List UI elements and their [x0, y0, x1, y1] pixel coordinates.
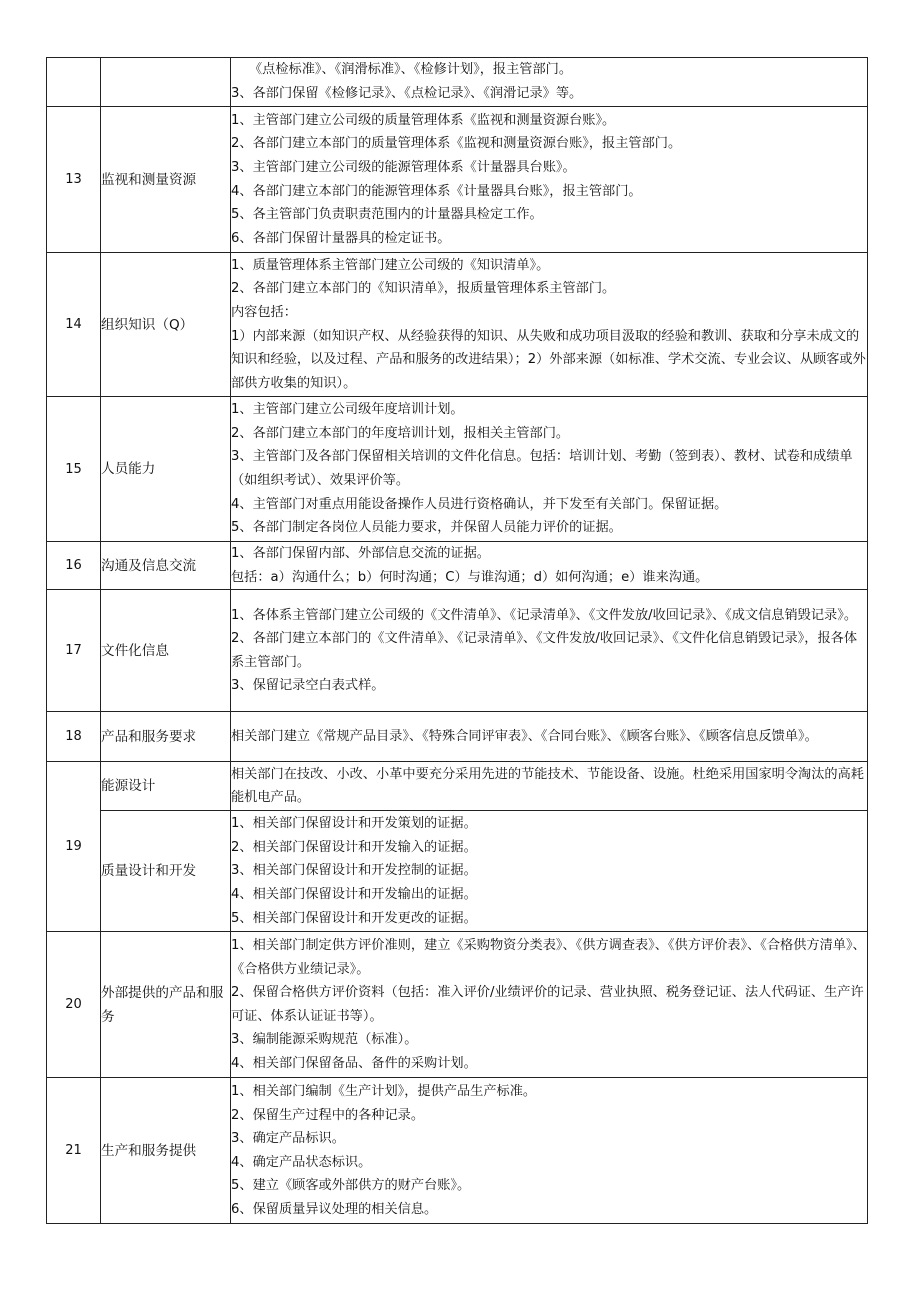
row-item: 产品和服务要求: [101, 712, 231, 762]
row-requirements: [231, 811, 868, 932]
requirement-line: 6、各部门保留计量器具的检定证书。: [231, 230, 451, 246]
requirement-line: 1、各部门保留内部、外部信息交流的证据。: [231, 546, 490, 561]
table-row: [47, 397, 868, 542]
requirement-line: 4、相关部门保留备品、备件的采购计划。: [231, 1055, 477, 1071]
row-number: 19: [47, 762, 101, 932]
row-item: 组织知识（Q）: [101, 253, 231, 397]
row-requirements: [231, 58, 868, 107]
requirement-line: 3、各部门保留《检修记录》、《点检记录》、《润滑记录》等。: [231, 86, 583, 101]
requirement-line: 4、确定产品状态标识。: [231, 1154, 372, 1170]
row-item: 能源设计: [101, 762, 231, 811]
requirement-line: 1）内部来源（如知识产权、从经验获得的知识、从失败和成功项目汲取的经验和教训、获取和分享未成文的知识和经验，以及过程、产品和服务的改进结果）；2）外部来源（如标准、学术交流、专业会议、从顾客或外部供方收集的知识）。: [231, 328, 866, 391]
requirement-line: 相关部门建立《常规产品目录》、《特殊合同评审表》、《合同台账》、《顾客台账》、《顾客信息反馈单》。: [231, 728, 818, 744]
requirement-line: 5、各部门制定各岗位人员能力要求，并保留人员能力评价的证据。: [231, 520, 622, 536]
requirement-line: 2、各部门建立本部门的质量管理体系《监视和测量资源台账》，报主管部门。: [231, 136, 682, 152]
row-number: [47, 58, 101, 107]
row-requirements: [231, 590, 868, 712]
requirement-line: 1、主管部门建立公司级年度培训计划。: [231, 402, 464, 418]
table-row: [47, 542, 868, 590]
requirement-line: 5、相关部门保留设计和开发更改的证据。: [231, 910, 477, 926]
requirement-line: 包括：a）沟通什么；b）何时沟通；C）与谁沟通；d）如何沟通；e）谁来沟通。: [231, 569, 709, 585]
row-item: 沟通及信息交流: [101, 542, 231, 590]
requirement-line: 内容包括：: [231, 304, 297, 320]
row-number: 20: [47, 932, 101, 1078]
row-number: 18: [47, 712, 101, 762]
requirement-line: 5、各主管部门负责职责范围内的计量器具检定工作。: [231, 207, 543, 223]
row-item: 监视和测量资源: [101, 107, 231, 253]
requirement-line: 3、主管部门建立公司级的能源管理体系《计量器具台账》。: [231, 159, 576, 175]
row-requirements: [231, 397, 868, 542]
requirement-line: 4、各部门建立本部门的能源管理体系《计量器具台账》，报主管部门。: [231, 183, 642, 199]
table-row: [47, 58, 868, 107]
row-item: 生产和服务提供: [101, 1078, 231, 1224]
row-requirements: [231, 932, 868, 1078]
requirement-line: 相关部门在技改、小改、小革中要充分采用先进的节能技术、节能设备、设施。杜绝采用国家明令淘汰的高耗能机电产品。: [231, 766, 864, 806]
row-number: 13: [47, 107, 101, 253]
row-number: 15: [47, 397, 101, 542]
row-requirements: [231, 762, 868, 811]
requirement-line: 4、主管部门对重点用能设备操作人员进行资格确认，并下发至有关部门。保留证据。: [231, 496, 728, 512]
table-row: [47, 712, 868, 762]
requirement-line: 3、确定产品标识。: [231, 1131, 345, 1147]
requirement-line: 1、各体系主管部门建立公司级的《文件清单》、《记录清单》、《文件发放/收回记录》、《成文信息销毁记录》。: [231, 607, 858, 623]
row-number: 14: [47, 253, 101, 397]
row-number: 17: [47, 590, 101, 712]
requirement-line: 2、各部门建立本部门的年度培训计划，报相关主管部门。: [231, 425, 570, 441]
requirement-line: 3、保留记录空白表式样。: [231, 678, 385, 694]
requirement-line: 2、保留合格供方评价资料（包括：准入评价/业绩评价的记录、营业执照、税务登记证、法人代码证、生产许可证、体系认证证书等）。: [231, 985, 864, 1024]
table-row: [47, 1078, 868, 1224]
requirement-line: 6、保留质量异议处理的相关信息。: [231, 1201, 438, 1217]
row-requirements: [231, 107, 868, 253]
requirement-line: 1、相关部门编制《生产计划》，提供产品生产标准。: [231, 1083, 537, 1099]
requirement-line: 3、相关部门保留设计和开发控制的证据。: [231, 863, 477, 879]
row-requirements: [231, 253, 868, 397]
requirement-line: 3、主管部门及各部门保留相关培训的文件化信息。包括：培训计划、考勤（签到表）、教材、试卷和成绩单（如组织考试）、效果评价等。: [231, 449, 853, 488]
requirements-table: [46, 57, 868, 1224]
requirement-line: 4、相关部门保留设计和开发输出的证据。: [231, 886, 477, 902]
requirement-line: 《点检标准》、《润滑标准》、《检修计划》，报主管部门。: [249, 62, 573, 78]
table-row: [47, 932, 868, 1078]
table-row: [47, 107, 868, 253]
table-row: [47, 762, 868, 811]
row-item: 外部提供的产品和服务: [101, 932, 231, 1078]
row-number: 16: [47, 542, 101, 590]
table-row: [47, 811, 868, 932]
requirement-line: 2、各部门建立本部门的《知识清单》，报质量管理体系主管部门。: [231, 281, 616, 297]
row-item: [101, 58, 231, 107]
row-number: 21: [47, 1078, 101, 1224]
row-requirements: [231, 542, 868, 590]
table-row: [47, 590, 868, 712]
requirement-line: 2、各部门建立本部门的《文件清单》、《记录清单》、《文件发放/收回记录》、《文件化信息销毁记录》，报各体系主管部门。: [231, 631, 858, 670]
row-item: 文件化信息: [101, 590, 231, 712]
requirement-line: 1、质量管理体系主管部门建立公司级的《知识清单》。: [231, 257, 550, 273]
row-item: 质量设计和开发: [101, 811, 231, 932]
row-item: 人员能力: [101, 397, 231, 542]
requirement-line: 1、相关部门制定供方评价准则，建立《采购物资分类表》、《供方调查表》、《供方评价表》、《合格供方清单》、《合格供方业绩记录》。: [231, 937, 866, 977]
requirement-line: 2、相关部门保留设计和开发输入的证据。: [231, 839, 477, 855]
row-requirements: [231, 712, 868, 762]
requirement-line: 5、建立《顾客或外部供方的财产台账》。: [231, 1178, 471, 1194]
table-body: [47, 58, 868, 1224]
requirement-line: 1、相关部门保留设计和开发策划的证据。: [231, 816, 477, 832]
requirement-line: 2、保留生产过程中的各种记录。: [231, 1107, 425, 1123]
requirement-line: 3、编制能源采购规范（标准）。: [231, 1032, 418, 1048]
table-row: [47, 253, 868, 397]
row-requirements: [231, 1078, 868, 1224]
requirement-line: 1、主管部门建立公司级的质量管理体系《监视和测量资源台账》。: [231, 112, 616, 128]
